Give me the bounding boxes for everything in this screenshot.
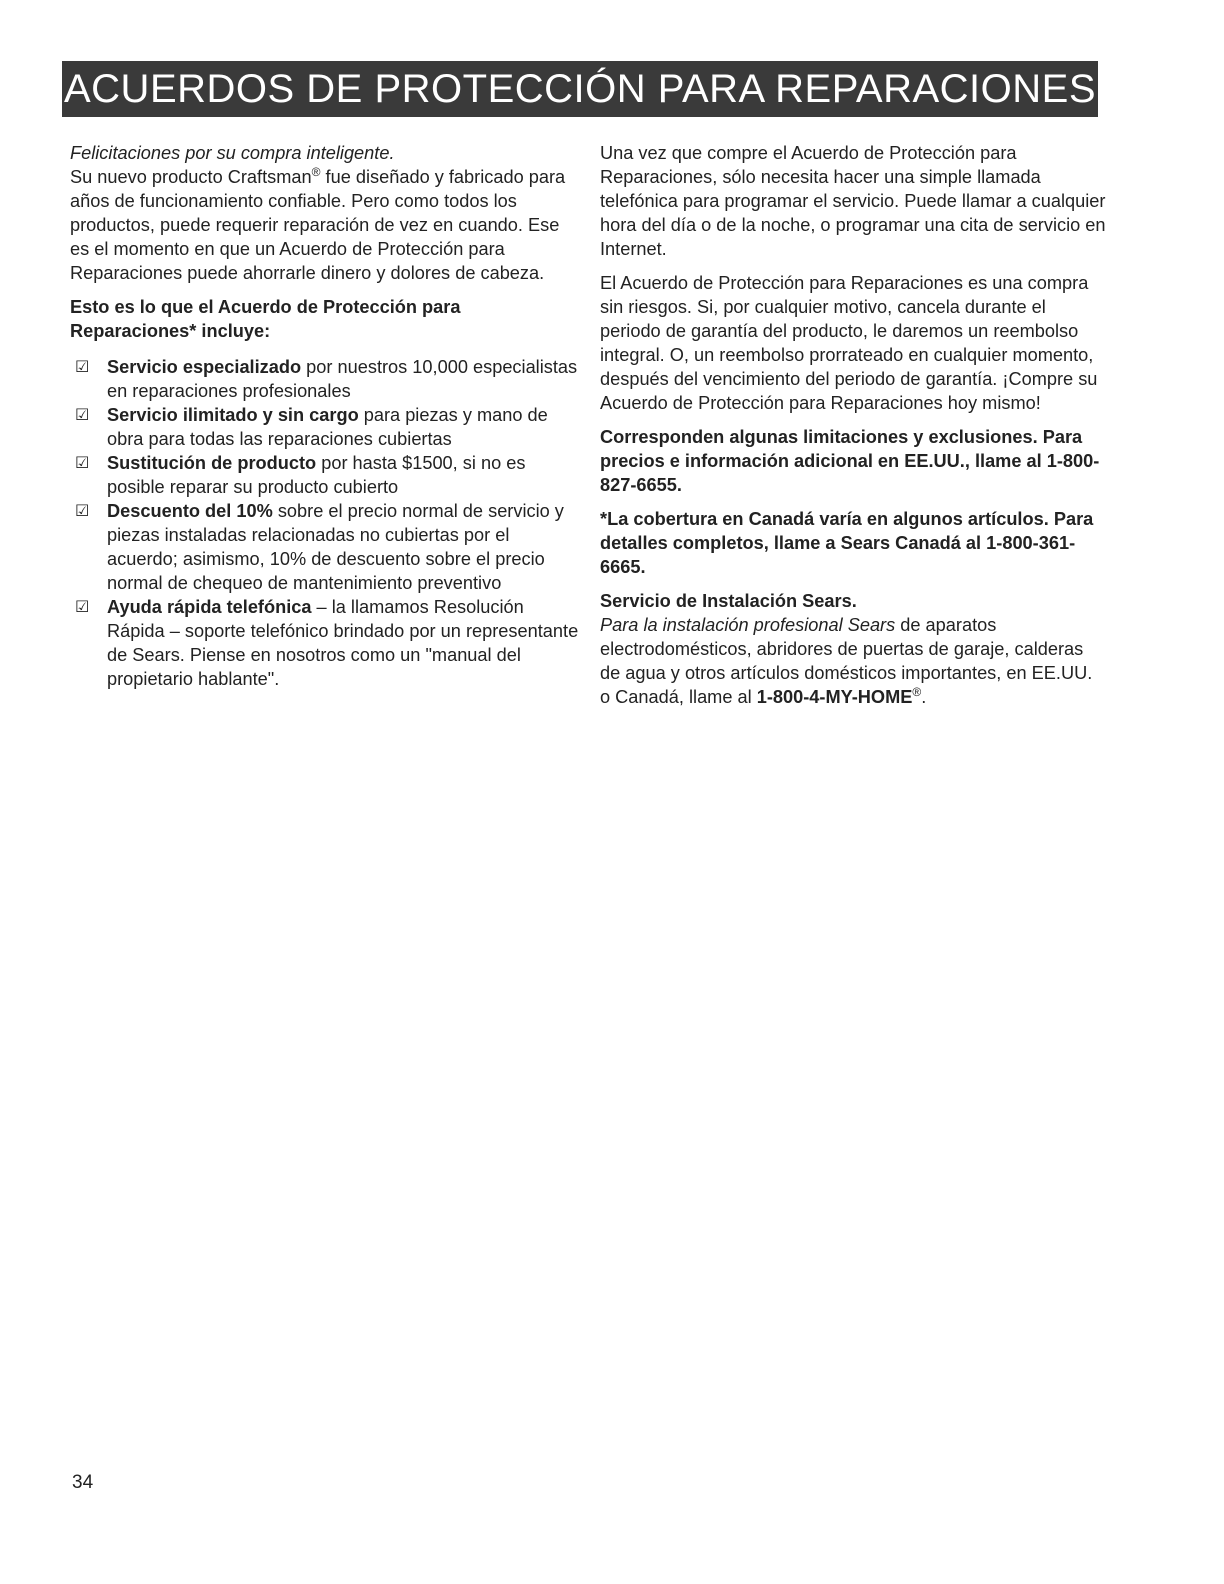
left-column xyxy=(70,141,580,691)
intro-paragraph xyxy=(70,165,580,285)
installation-italic: Para la instalación profesional Sears xyxy=(600,615,896,635)
checkbox-checked-icon: ☑ xyxy=(75,599,90,616)
checkbox-checked-icon: ☑ xyxy=(75,359,90,376)
feature-title: Sustitución de producto xyxy=(107,453,317,473)
intro-italic: Felicitaciones por su compra inteligente. xyxy=(70,143,395,163)
intro-text-b: fue diseñado y fabricado para años de funcionamiento confiable. Pero como todos los productos, puede requerir reparación de vez en cuando. Ese es el momento en que un Acuerdo de Protección para Reparaciones puede ahorrarle dinero y dolores de cabeza. xyxy=(70,167,566,283)
feature-title: Descuento del 10% xyxy=(107,501,273,521)
feature-item xyxy=(70,499,580,595)
feature-item xyxy=(70,403,580,451)
feature-item xyxy=(70,355,580,403)
feature-title: Servicio ilimitado y sin cargo xyxy=(107,405,359,425)
feature-title: Servicio especializado xyxy=(107,357,302,377)
feature-text: para piezas y mano de obra para todas las reparaciones cubiertas xyxy=(107,405,548,449)
feature-text: – la llamamos Resolución Rápida – soporte telefónico brindado por un representante de Sears. Piense en nosotros como un "manual del propietario hablante". xyxy=(107,597,579,689)
feature-item xyxy=(70,595,580,691)
registered-mark: ® xyxy=(912,684,922,699)
feature-list xyxy=(70,355,580,691)
feature-title: Ayuda rápida telefónica xyxy=(107,597,312,617)
checkbox-checked-icon: ☑ xyxy=(75,407,90,424)
feature-text: por nuestros 10,000 especialistas en reparaciones profesionales xyxy=(107,357,578,401)
risk-free-paragraph: El Acuerdo de Protección para Reparaciones es una compra sin riesgos. Si, por cualquier motivo, cancela durante el periodo de garantía del producto, le daremos un reembolso integral. O, un reembolso prorrateado en cualquier momento, después del vencimiento del periodo de garantía. ¡Compre su Acuerdo de Protección para Reparaciones hoy mismo! xyxy=(600,273,1098,413)
installation-paragraph xyxy=(600,613,1106,709)
feature-text: por hasta $1500, si no es posible reparar su producto cubierto xyxy=(107,453,526,497)
feature-item xyxy=(70,451,580,499)
page-title: ACUERDOS DE PROTECCIÓN PARA REPARACIONES xyxy=(63,66,1097,111)
checkbox-checked-icon: ☑ xyxy=(75,455,90,472)
installation-phone: 1-800-4-MY-HOME xyxy=(756,687,913,707)
purchase-paragraph: Una vez que compre el Acuerdo de Protección para Reparaciones, sólo necesita hacer una simple llamada telefónica para programar el servicio. Puede llamar a cualquier hora del día o de la noche, o programar una cita de servicio en Internet. xyxy=(600,143,1106,259)
page-number: 34 xyxy=(72,1472,94,1493)
installation-end: . xyxy=(921,687,927,707)
title-banner xyxy=(62,61,1098,117)
right-column xyxy=(600,141,1106,709)
canada-note: *La cobertura en Canadá varía en algunos artículos. Para detalles completos, llame a Sears Canadá al 1-800-361-6665. xyxy=(600,509,1094,577)
installation-text: de aparatos electrodomésticos, abridores de puertas de garaje, calderas de agua y otros artículos domésticos importantes, en EE.UU. o Canadá, llame al xyxy=(600,615,1093,707)
limitations-note: Corresponden algunas limitaciones y exclusiones. Para precios e información adicional en EE.UU., llame al 1-800-827-6655. xyxy=(600,427,1100,495)
includes-heading: Esto es lo que el Acuerdo de Protección para Reparaciones* incluye: xyxy=(70,297,461,341)
registered-mark: ® xyxy=(311,164,321,179)
intro-text-a: Su nuevo producto Craftsman xyxy=(70,167,312,187)
feature-text: sobre el precio normal de servicio y piezas instaladas relacionadas no cubiertas por el acuerdo; asimismo, 10% de descuento sobre el precio normal de chequeo de mantenimiento preventivo xyxy=(107,501,564,593)
installation-heading: Servicio de Instalación Sears. xyxy=(600,591,857,611)
checkbox-checked-icon: ☑ xyxy=(75,503,90,520)
